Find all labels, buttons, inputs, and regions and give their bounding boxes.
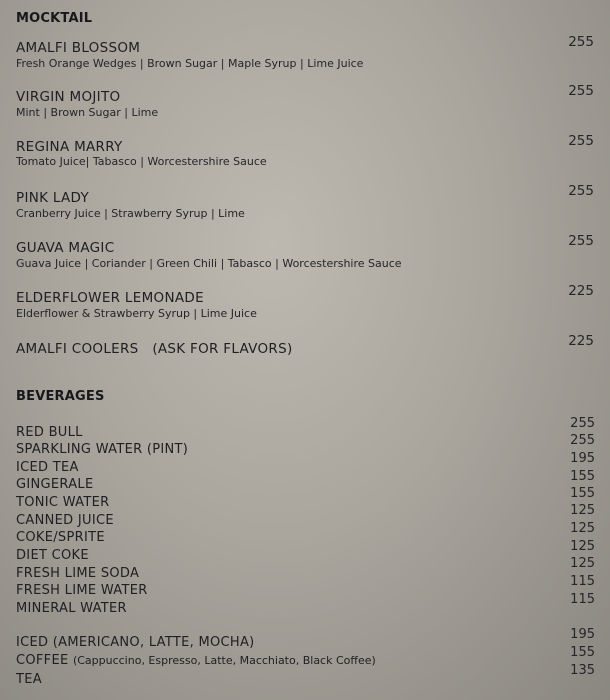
menu-item-name: FRESH LIME WATER bbox=[16, 583, 148, 598]
menu-item-description: Guava Juice | Coriander | Green Chili | Tabasco | Worcestershire Sauce bbox=[16, 257, 402, 270]
menu-item-name: TONIC WATER bbox=[16, 495, 110, 510]
menu-item-price: 225 bbox=[568, 283, 594, 299]
menu-item-description: (Cappuccino, Espresso, Latte, Macchiato, Black Coffee) bbox=[72, 654, 376, 667]
menu-item-name: GINGERALE bbox=[16, 477, 94, 492]
menu-item-price: 115 bbox=[570, 574, 595, 589]
menu-item-name: CANNED JUICE bbox=[16, 513, 114, 528]
menu-item-name: ICED TEA bbox=[16, 460, 79, 475]
menu-item-name: TEA bbox=[16, 672, 42, 687]
menu-item-description: Tomato Juice| Tabasco | Worcestershire Sauce bbox=[16, 155, 267, 168]
menu-item-price: 255 bbox=[568, 233, 594, 249]
menu-item-name: SPARKLING WATER (PINT) bbox=[16, 442, 189, 457]
menu-item-name: GUAVA MAGIC bbox=[16, 240, 115, 256]
menu-item-description: Elderflower & Strawberry Syrup | Lime Juice bbox=[16, 307, 257, 320]
menu-item-price: 195 bbox=[570, 627, 595, 642]
menu-item-description: Cranberry Juice | Strawberry Syrup | Lime bbox=[16, 207, 245, 220]
menu-item-price: 255 bbox=[568, 83, 594, 99]
mocktail-heading: MOCKTAIL bbox=[16, 11, 93, 26]
menu-item-name: COKE/SPRITE bbox=[16, 530, 105, 545]
menu-item-price: 115 bbox=[570, 592, 595, 607]
menu-item-price: 125 bbox=[570, 539, 595, 554]
menu-item-price: 155 bbox=[570, 469, 595, 484]
menu-item-price: 195 bbox=[570, 451, 595, 466]
menu-item-name: DIET COKE bbox=[16, 548, 89, 563]
menu-item-name: COFFEE bbox=[16, 653, 69, 668]
menu-item-name: MINERAL WATER bbox=[16, 601, 127, 616]
menu-item-price: 125 bbox=[570, 556, 595, 571]
menu-item-name: AMALFI COOLERS (ASK FOR FLAVORS) bbox=[16, 341, 293, 357]
menu-item-description: Fresh Orange Wedges | Brown Sugar | Maple Syrup | Lime Juice bbox=[16, 57, 364, 70]
menu-item-price: 255 bbox=[570, 416, 595, 431]
menu-item-name: AMALFI BLOSSOM bbox=[16, 40, 141, 56]
menu-item-price: 135 bbox=[570, 663, 595, 678]
menu-item-price: 255 bbox=[568, 133, 594, 149]
beverages-heading: BEVERAGES bbox=[16, 389, 105, 404]
menu-item-name: RED BULL bbox=[16, 425, 83, 440]
menu-item-price: 155 bbox=[570, 645, 595, 660]
menu-item-name: PINK LADY bbox=[16, 190, 90, 206]
menu-item-description: Mint | Brown Sugar | Lime bbox=[16, 106, 159, 119]
menu-item-name: VIRGIN MOJITO bbox=[16, 89, 121, 105]
menu-item-name: ELDERFLOWER LEMONADE bbox=[16, 290, 204, 306]
menu-item-coffee bbox=[16, 653, 376, 668]
menu-item-price: 255 bbox=[568, 34, 594, 50]
menu-item-price: 125 bbox=[570, 521, 595, 536]
menu-item-name: ICED (AMERICANO, LATTE, MOCHA) bbox=[16, 635, 255, 650]
menu-item-price: 125 bbox=[570, 503, 595, 518]
menu-item-price: 255 bbox=[568, 183, 594, 199]
menu-item-name: REGINA MARRY bbox=[16, 139, 123, 155]
menu-item-price: 255 bbox=[570, 433, 595, 448]
menu-item-price: 155 bbox=[570, 486, 595, 501]
menu-item-name: FRESH LIME SODA bbox=[16, 566, 140, 581]
menu-item-price: 225 bbox=[568, 333, 594, 349]
